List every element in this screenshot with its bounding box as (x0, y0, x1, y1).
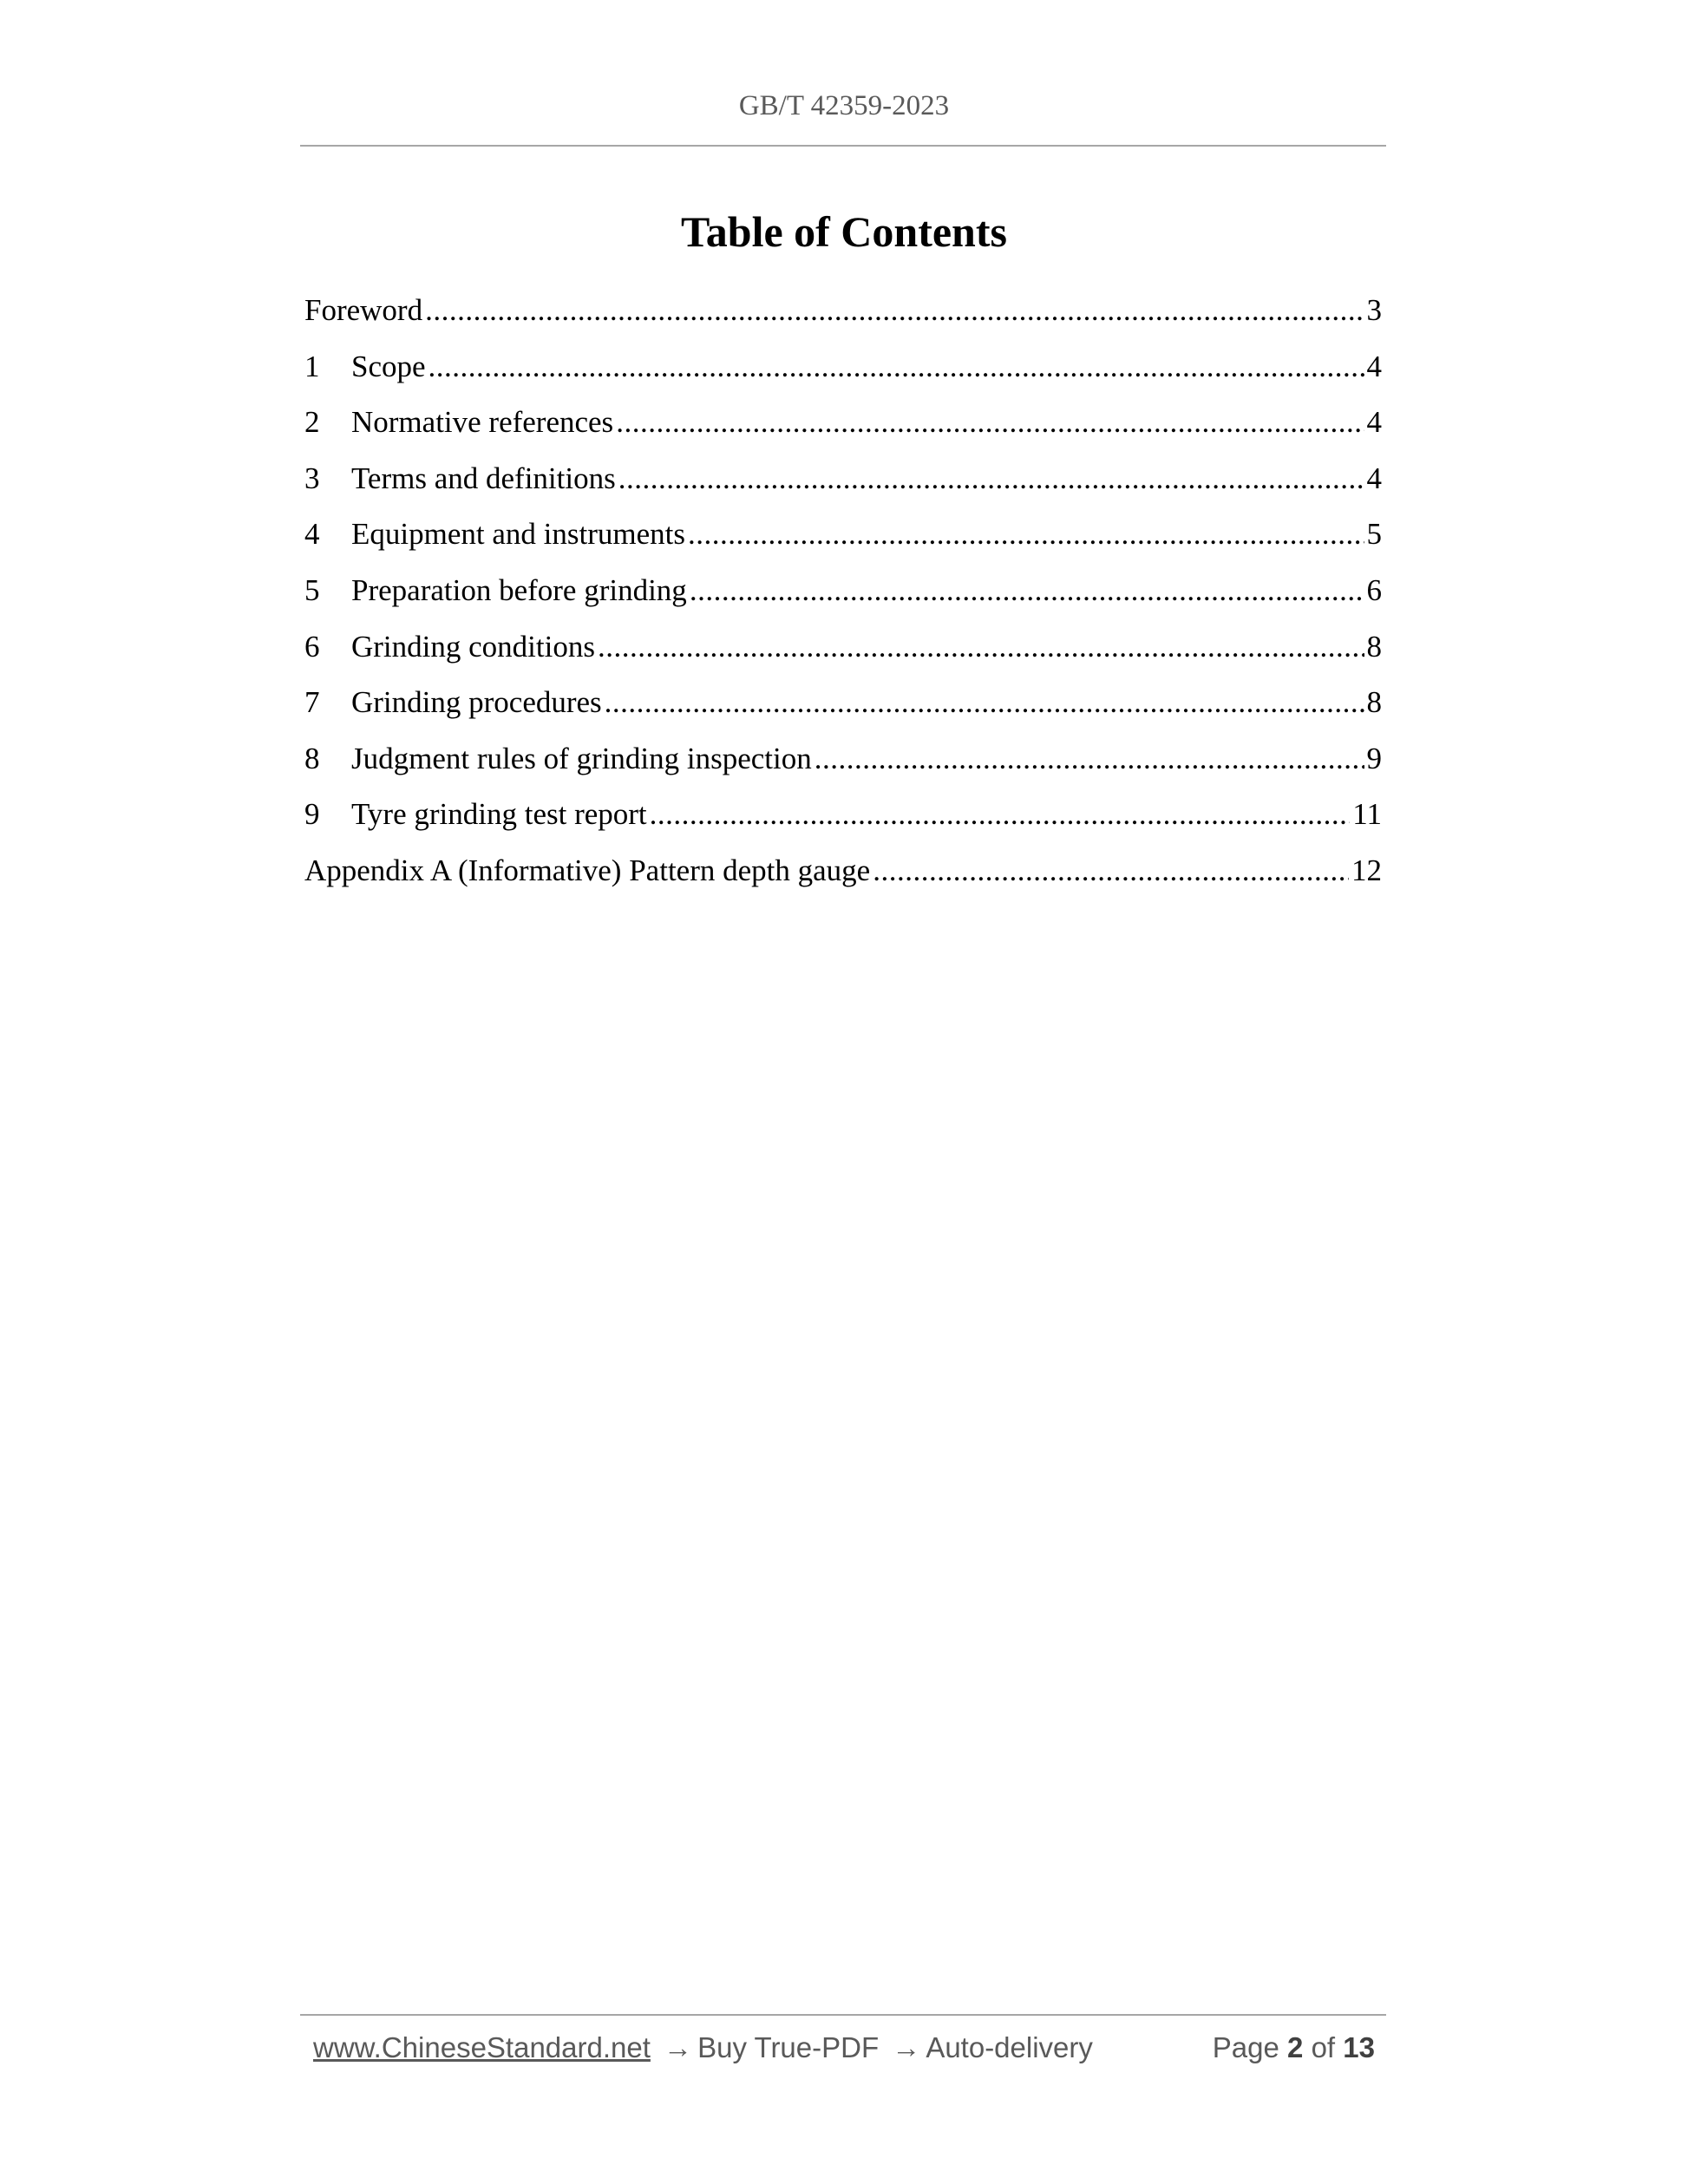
footer-promo (313, 2031, 1093, 2064)
toc-entry-number: 5 (304, 572, 320, 607)
toc-entry-label: Scope (351, 349, 426, 383)
toc-entry-page: 11 (1352, 797, 1382, 832)
page-label: Page (1212, 2031, 1279, 2063)
toc-entry-label: Terms and definitions (351, 461, 616, 495)
toc-title: Table of Contents (681, 207, 1007, 256)
toc-list (304, 289, 1382, 906)
toc-entry-grinding-conditions[interactable] (304, 625, 1382, 682)
toc-entry-label: Grinding conditions (351, 629, 595, 664)
arrow-right-icon: → (664, 2031, 693, 2063)
toc-entry-number: 1 (304, 349, 320, 383)
toc-entry-preparation[interactable] (304, 569, 1382, 625)
site-link[interactable]: www.ChineseStandard.net (313, 2031, 651, 2063)
toc-entry-number: 7 (304, 685, 320, 720)
toc-entry-test-report[interactable] (304, 793, 1382, 849)
toc-entry-terms-definitions[interactable] (304, 457, 1382, 513)
toc-leader-dots (873, 849, 1349, 893)
toc-entry-equipment-instruments[interactable] (304, 513, 1382, 569)
toc-entry-number: 6 (304, 629, 320, 664)
toc-entry-page: 4 (1366, 349, 1382, 383)
buy-true-pdf-text: Buy True-PDF (697, 2031, 880, 2063)
toc-entry-normative-references[interactable] (304, 401, 1382, 457)
page-indicator (1213, 2031, 1375, 2064)
toc-entry-number: 3 (304, 461, 320, 495)
toc-entry-page: 4 (1366, 405, 1382, 440)
page-of-label: of (1311, 2031, 1336, 2063)
toc-entry-grinding-procedures[interactable] (304, 681, 1382, 737)
running-header: GB/T 42359-2023 (738, 90, 950, 121)
toc-leader-dots (605, 681, 1364, 724)
current-page-number: 2 (1287, 2031, 1304, 2063)
toc-entry-page: 8 (1366, 629, 1382, 664)
total-pages-number: 13 (1343, 2031, 1375, 2063)
toc-entry-judgment-rules[interactable] (304, 737, 1382, 794)
toc-leader-dots (815, 737, 1364, 781)
arrow-right-icon: → (892, 2031, 921, 2063)
toc-entry-label: Foreword (304, 293, 423, 327)
toc-leader-dots (650, 793, 1351, 836)
toc-entry-label: Tyre grinding test report (351, 797, 647, 832)
toc-entry-foreword[interactable] (304, 289, 1382, 345)
toc-entry-number: 2 (304, 405, 320, 440)
toc-entry-label: Appendix A (Informative) Pattern depth gauge (304, 853, 871, 887)
toc-entry-scope[interactable] (304, 345, 1382, 402)
toc-leader-dots (690, 569, 1364, 612)
toc-leader-dots (618, 457, 1364, 500)
page-footer (313, 2031, 1375, 2075)
toc-entry-page: 8 (1366, 685, 1382, 720)
toc-entry-label: Judgment rules of grinding inspection (351, 741, 812, 775)
toc-entry-page: 4 (1366, 461, 1382, 495)
toc-entry-number: 4 (304, 517, 320, 552)
toc-leader-dots (429, 345, 1364, 389)
auto-delivery-text: Auto-delivery (926, 2031, 1093, 2063)
toc-entry-label: Equipment and instruments (351, 517, 685, 552)
toc-entry-page: 9 (1366, 741, 1382, 775)
toc-leader-dots (616, 401, 1364, 444)
footer-rule (300, 2014, 1386, 2016)
toc-entry-page: 6 (1366, 572, 1382, 607)
toc-entry-appendix-a[interactable] (304, 849, 1382, 906)
toc-entry-number: 8 (304, 741, 320, 775)
toc-entry-label: Grinding procedures (351, 685, 602, 720)
toc-entry-number: 9 (304, 797, 320, 832)
toc-entry-page: 3 (1366, 293, 1382, 327)
toc-entry-page: 12 (1351, 853, 1382, 887)
toc-leader-dots (688, 513, 1364, 556)
toc-leader-dots (425, 289, 1364, 332)
toc-leader-dots (598, 625, 1364, 669)
toc-entry-page: 5 (1366, 517, 1382, 552)
toc-entry-label: Preparation before grinding (351, 572, 687, 607)
toc-entry-label: Normative references (351, 405, 614, 440)
header-rule (300, 145, 1386, 147)
